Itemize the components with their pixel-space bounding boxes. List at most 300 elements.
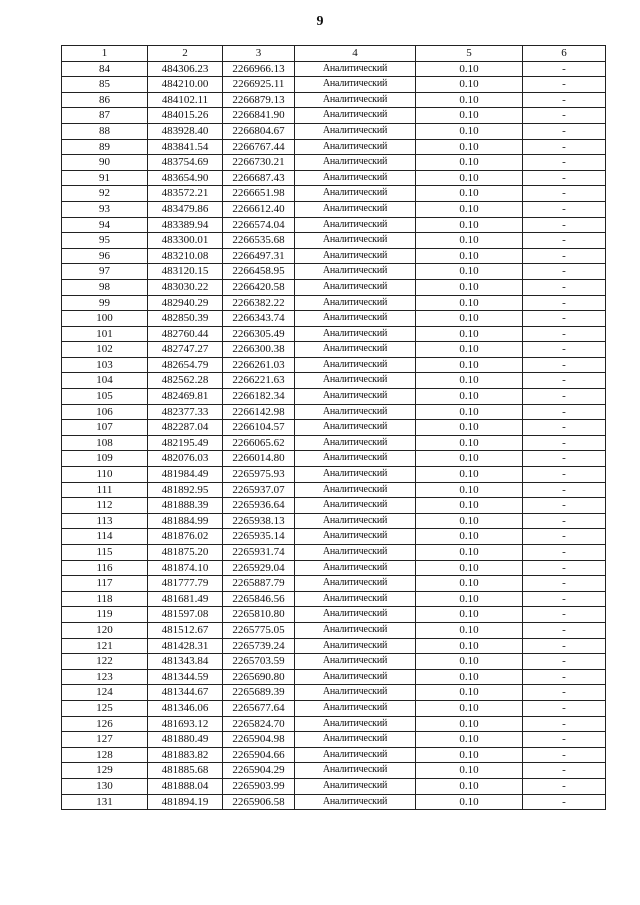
method-cell: Аналитический: [295, 123, 416, 139]
point-number-cell: 119: [62, 607, 148, 623]
x-coordinate-cell: 481428.31: [148, 638, 223, 654]
point-number-cell: 122: [62, 654, 148, 670]
y-coordinate-cell: 2265936.64: [223, 498, 295, 514]
method-cell: Аналитический: [295, 435, 416, 451]
point-number-cell: 109: [62, 451, 148, 467]
accuracy-cell: 0.10: [416, 186, 523, 202]
point-number-cell: 91: [62, 170, 148, 186]
x-coordinate-cell: 481681.49: [148, 591, 223, 607]
x-coordinate-cell: 484210.00: [148, 77, 223, 93]
table-row: [62, 482, 606, 498]
x-coordinate-cell: 482940.29: [148, 295, 223, 311]
x-coordinate-cell: 481875.20: [148, 545, 223, 561]
y-coordinate-cell: 2266305.49: [223, 326, 295, 342]
method-cell: Аналитический: [295, 92, 416, 108]
x-coordinate-cell: 483841.54: [148, 139, 223, 155]
point-number-cell: 85: [62, 77, 148, 93]
table-row: [62, 311, 606, 327]
note-cell: -: [523, 451, 606, 467]
point-number-cell: 104: [62, 373, 148, 389]
x-coordinate-cell: 481884.99: [148, 513, 223, 529]
x-coordinate-cell: 481888.39: [148, 498, 223, 514]
x-coordinate-cell: 481984.49: [148, 467, 223, 483]
column-header-3: 3: [223, 46, 295, 62]
note-cell: -: [523, 747, 606, 763]
method-cell: Аналитический: [295, 513, 416, 529]
x-coordinate-cell: 484306.23: [148, 61, 223, 77]
y-coordinate-cell: 2266535.68: [223, 233, 295, 249]
note-cell: -: [523, 248, 606, 264]
accuracy-cell: 0.10: [416, 498, 523, 514]
note-cell: -: [523, 342, 606, 358]
method-cell: Аналитический: [295, 576, 416, 592]
x-coordinate-cell: 481874.10: [148, 560, 223, 576]
point-number-cell: 118: [62, 591, 148, 607]
note-cell: -: [523, 794, 606, 810]
y-coordinate-cell: 2265887.79: [223, 576, 295, 592]
table-row: [62, 108, 606, 124]
method-cell: Аналитический: [295, 498, 416, 514]
accuracy-cell: 0.10: [416, 467, 523, 483]
accuracy-cell: 0.10: [416, 591, 523, 607]
accuracy-cell: 0.10: [416, 217, 523, 233]
method-cell: Аналитический: [295, 311, 416, 327]
point-number-cell: 107: [62, 420, 148, 436]
method-cell: Аналитический: [295, 560, 416, 576]
method-cell: Аналитический: [295, 778, 416, 794]
note-cell: -: [523, 311, 606, 327]
method-cell: Аналитический: [295, 404, 416, 420]
x-coordinate-cell: 484102.11: [148, 92, 223, 108]
x-coordinate-cell: 482760.44: [148, 326, 223, 342]
note-cell: -: [523, 77, 606, 93]
y-coordinate-cell: 2265739.24: [223, 638, 295, 654]
table-row: [62, 342, 606, 358]
accuracy-cell: 0.10: [416, 622, 523, 638]
point-number-cell: 99: [62, 295, 148, 311]
column-header-6: 6: [523, 46, 606, 62]
note-cell: -: [523, 389, 606, 405]
table-row: [62, 498, 606, 514]
table-row: [62, 467, 606, 483]
note-cell: -: [523, 560, 606, 576]
method-cell: Аналитический: [295, 482, 416, 498]
note-cell: -: [523, 170, 606, 186]
y-coordinate-cell: 2265937.07: [223, 482, 295, 498]
x-coordinate-cell: 481880.49: [148, 732, 223, 748]
point-number-cell: 94: [62, 217, 148, 233]
y-coordinate-cell: 2266804.67: [223, 123, 295, 139]
x-coordinate-cell: 481693.12: [148, 716, 223, 732]
note-cell: -: [523, 217, 606, 233]
accuracy-cell: 0.10: [416, 700, 523, 716]
point-number-cell: 113: [62, 513, 148, 529]
table-row: [62, 357, 606, 373]
table-row: [62, 279, 606, 295]
note-cell: -: [523, 139, 606, 155]
table-row: [62, 77, 606, 93]
method-cell: Аналитический: [295, 763, 416, 779]
method-cell: Аналитический: [295, 170, 416, 186]
method-cell: Аналитический: [295, 201, 416, 217]
method-cell: Аналитический: [295, 217, 416, 233]
method-cell: Аналитический: [295, 389, 416, 405]
accuracy-cell: 0.10: [416, 420, 523, 436]
accuracy-cell: 0.10: [416, 77, 523, 93]
accuracy-cell: 0.10: [416, 435, 523, 451]
y-coordinate-cell: 2266841.90: [223, 108, 295, 124]
y-coordinate-cell: 2265775.05: [223, 622, 295, 638]
x-coordinate-cell: 481777.79: [148, 576, 223, 592]
coordinates-table: [61, 45, 606, 810]
method-cell: Аналитический: [295, 373, 416, 389]
note-cell: -: [523, 576, 606, 592]
accuracy-cell: 0.10: [416, 279, 523, 295]
x-coordinate-cell: 481885.68: [148, 763, 223, 779]
accuracy-cell: 0.10: [416, 669, 523, 685]
point-number-cell: 112: [62, 498, 148, 514]
accuracy-cell: 0.10: [416, 451, 523, 467]
note-cell: -: [523, 498, 606, 514]
method-cell: Аналитический: [295, 61, 416, 77]
x-coordinate-cell: 481888.04: [148, 778, 223, 794]
method-cell: Аналитический: [295, 233, 416, 249]
note-cell: -: [523, 778, 606, 794]
accuracy-cell: 0.10: [416, 747, 523, 763]
table-row: [62, 264, 606, 280]
method-cell: Аналитический: [295, 295, 416, 311]
method-cell: Аналитический: [295, 545, 416, 561]
y-coordinate-cell: 2265906.58: [223, 794, 295, 810]
table-row: [62, 139, 606, 155]
y-coordinate-cell: 2265904.29: [223, 763, 295, 779]
table-row: [62, 654, 606, 670]
point-number-cell: 96: [62, 248, 148, 264]
note-cell: -: [523, 732, 606, 748]
point-number-cell: 88: [62, 123, 148, 139]
point-number-cell: 124: [62, 685, 148, 701]
method-cell: Аналитический: [295, 700, 416, 716]
accuracy-cell: 0.10: [416, 529, 523, 545]
y-coordinate-cell: 2266574.04: [223, 217, 295, 233]
point-number-cell: 130: [62, 778, 148, 794]
note-cell: -: [523, 92, 606, 108]
accuracy-cell: 0.10: [416, 155, 523, 171]
note-cell: -: [523, 373, 606, 389]
page-number: 9: [316, 14, 324, 29]
table-row: [62, 389, 606, 405]
note-cell: -: [523, 186, 606, 202]
accuracy-cell: 0.10: [416, 311, 523, 327]
method-cell: Аналитический: [295, 654, 416, 670]
note-cell: -: [523, 607, 606, 623]
note-cell: -: [523, 435, 606, 451]
point-number-cell: 123: [62, 669, 148, 685]
x-coordinate-cell: 481894.19: [148, 794, 223, 810]
y-coordinate-cell: 2265938.13: [223, 513, 295, 529]
accuracy-cell: 0.10: [416, 92, 523, 108]
y-coordinate-cell: 2266612.40: [223, 201, 295, 217]
table-row: [62, 248, 606, 264]
x-coordinate-cell: 481344.67: [148, 685, 223, 701]
point-number-cell: 115: [62, 545, 148, 561]
x-coordinate-cell: 483210.08: [148, 248, 223, 264]
y-coordinate-cell: 2265929.04: [223, 560, 295, 576]
table-body: [62, 61, 606, 810]
method-cell: Аналитический: [295, 638, 416, 654]
point-number-cell: 126: [62, 716, 148, 732]
note-cell: -: [523, 669, 606, 685]
column-header-2: 2: [148, 46, 223, 62]
table-row: [62, 669, 606, 685]
accuracy-cell: 0.10: [416, 654, 523, 670]
note-cell: -: [523, 482, 606, 498]
point-number-cell: 84: [62, 61, 148, 77]
table-row: [62, 155, 606, 171]
accuracy-cell: 0.10: [416, 545, 523, 561]
accuracy-cell: 0.10: [416, 763, 523, 779]
point-number-cell: 101: [62, 326, 148, 342]
accuracy-cell: 0.10: [416, 139, 523, 155]
table-row: [62, 217, 606, 233]
point-number-cell: 103: [62, 357, 148, 373]
table-row: [62, 685, 606, 701]
method-cell: Аналитический: [295, 591, 416, 607]
method-cell: Аналитический: [295, 139, 416, 155]
accuracy-cell: 0.10: [416, 638, 523, 654]
y-coordinate-cell: 2266014.80: [223, 451, 295, 467]
accuracy-cell: 0.10: [416, 233, 523, 249]
x-coordinate-cell: 481344.59: [148, 669, 223, 685]
table-row: [62, 186, 606, 202]
accuracy-cell: 0.10: [416, 404, 523, 420]
y-coordinate-cell: 2265935.14: [223, 529, 295, 545]
method-cell: Аналитический: [295, 622, 416, 638]
y-coordinate-cell: 2265810.80: [223, 607, 295, 623]
note-cell: -: [523, 201, 606, 217]
x-coordinate-cell: 483479.86: [148, 201, 223, 217]
method-cell: Аналитический: [295, 716, 416, 732]
note-cell: -: [523, 295, 606, 311]
y-coordinate-cell: 2265824.70: [223, 716, 295, 732]
x-coordinate-cell: 481597.08: [148, 607, 223, 623]
x-coordinate-cell: 482469.81: [148, 389, 223, 405]
method-cell: Аналитический: [295, 451, 416, 467]
note-cell: -: [523, 420, 606, 436]
point-number-cell: 90: [62, 155, 148, 171]
x-coordinate-cell: 481346.06: [148, 700, 223, 716]
column-header-5: 5: [416, 46, 523, 62]
method-cell: Аналитический: [295, 108, 416, 124]
point-number-cell: 105: [62, 389, 148, 405]
table-row: [62, 404, 606, 420]
x-coordinate-cell: 484015.26: [148, 108, 223, 124]
note-cell: -: [523, 638, 606, 654]
accuracy-cell: 0.10: [416, 732, 523, 748]
y-coordinate-cell: 2266497.31: [223, 248, 295, 264]
accuracy-cell: 0.10: [416, 201, 523, 217]
y-coordinate-cell: 2266420.58: [223, 279, 295, 295]
note-cell: -: [523, 108, 606, 124]
table-row: [62, 201, 606, 217]
column-header-4: 4: [295, 46, 416, 62]
x-coordinate-cell: 482654.79: [148, 357, 223, 373]
x-coordinate-cell: 482287.04: [148, 420, 223, 436]
note-cell: -: [523, 233, 606, 249]
y-coordinate-cell: 2266221.63: [223, 373, 295, 389]
table-row: [62, 794, 606, 810]
table-row: [62, 451, 606, 467]
point-number-cell: 97: [62, 264, 148, 280]
x-coordinate-cell: 483120.15: [148, 264, 223, 280]
method-cell: Аналитический: [295, 794, 416, 810]
table-row: [62, 700, 606, 716]
point-number-cell: 89: [62, 139, 148, 155]
point-number-cell: 92: [62, 186, 148, 202]
accuracy-cell: 0.10: [416, 357, 523, 373]
accuracy-cell: 0.10: [416, 778, 523, 794]
accuracy-cell: 0.10: [416, 108, 523, 124]
method-cell: Аналитический: [295, 248, 416, 264]
table-row: [62, 170, 606, 186]
point-number-cell: 111: [62, 482, 148, 498]
y-coordinate-cell: 2266687.43: [223, 170, 295, 186]
point-number-cell: 128: [62, 747, 148, 763]
y-coordinate-cell: 2265703.59: [223, 654, 295, 670]
accuracy-cell: 0.10: [416, 685, 523, 701]
note-cell: -: [523, 529, 606, 545]
accuracy-cell: 0.10: [416, 61, 523, 77]
point-number-cell: 110: [62, 467, 148, 483]
method-cell: Аналитический: [295, 732, 416, 748]
note-cell: -: [523, 155, 606, 171]
note-cell: -: [523, 467, 606, 483]
y-coordinate-cell: 2266343.74: [223, 311, 295, 327]
header-row: [62, 46, 606, 62]
table-row: [62, 373, 606, 389]
point-number-cell: 95: [62, 233, 148, 249]
x-coordinate-cell: 482076.03: [148, 451, 223, 467]
y-coordinate-cell: 2266300.38: [223, 342, 295, 358]
y-coordinate-cell: 2266879.13: [223, 92, 295, 108]
accuracy-cell: 0.10: [416, 607, 523, 623]
point-number-cell: 86: [62, 92, 148, 108]
table-row: [62, 560, 606, 576]
point-number-cell: 131: [62, 794, 148, 810]
table-row: [62, 778, 606, 794]
y-coordinate-cell: 2266651.98: [223, 186, 295, 202]
y-coordinate-cell: 2265846.56: [223, 591, 295, 607]
point-number-cell: 106: [62, 404, 148, 420]
table-row: [62, 607, 606, 623]
method-cell: Аналитический: [295, 529, 416, 545]
table-row: [62, 295, 606, 311]
y-coordinate-cell: 2265903.99: [223, 778, 295, 794]
y-coordinate-cell: 2266925.11: [223, 77, 295, 93]
x-coordinate-cell: 482747.27: [148, 342, 223, 358]
y-coordinate-cell: 2265904.98: [223, 732, 295, 748]
note-cell: -: [523, 513, 606, 529]
y-coordinate-cell: 2266142.98: [223, 404, 295, 420]
note-cell: -: [523, 404, 606, 420]
method-cell: Аналитический: [295, 155, 416, 171]
method-cell: Аналитический: [295, 264, 416, 280]
note-cell: -: [523, 700, 606, 716]
point-number-cell: 121: [62, 638, 148, 654]
x-coordinate-cell: 482562.28: [148, 373, 223, 389]
method-cell: Аналитический: [295, 342, 416, 358]
x-coordinate-cell: 481883.82: [148, 747, 223, 763]
x-coordinate-cell: 483928.40: [148, 123, 223, 139]
accuracy-cell: 0.10: [416, 248, 523, 264]
x-coordinate-cell: 483754.69: [148, 155, 223, 171]
point-number-cell: 108: [62, 435, 148, 451]
note-cell: -: [523, 622, 606, 638]
table-row: [62, 420, 606, 436]
point-number-cell: 125: [62, 700, 148, 716]
point-number-cell: 114: [62, 529, 148, 545]
table-row: [62, 326, 606, 342]
y-coordinate-cell: 2265690.80: [223, 669, 295, 685]
table-row: [62, 545, 606, 561]
x-coordinate-cell: 483300.01: [148, 233, 223, 249]
y-coordinate-cell: 2266182.34: [223, 389, 295, 405]
accuracy-cell: 0.10: [416, 513, 523, 529]
note-cell: -: [523, 326, 606, 342]
note-cell: -: [523, 716, 606, 732]
table-row: [62, 591, 606, 607]
y-coordinate-cell: 2265677.64: [223, 700, 295, 716]
accuracy-cell: 0.10: [416, 123, 523, 139]
method-cell: Аналитический: [295, 669, 416, 685]
accuracy-cell: 0.10: [416, 716, 523, 732]
table-row: [62, 763, 606, 779]
x-coordinate-cell: 483389.94: [148, 217, 223, 233]
x-coordinate-cell: 481512.67: [148, 622, 223, 638]
note-cell: -: [523, 357, 606, 373]
method-cell: Аналитический: [295, 685, 416, 701]
point-number-cell: 129: [62, 763, 148, 779]
y-coordinate-cell: 2266767.44: [223, 139, 295, 155]
note-cell: -: [523, 264, 606, 280]
accuracy-cell: 0.10: [416, 170, 523, 186]
point-number-cell: 100: [62, 311, 148, 327]
x-coordinate-cell: 482377.33: [148, 404, 223, 420]
accuracy-cell: 0.10: [416, 794, 523, 810]
accuracy-cell: 0.10: [416, 389, 523, 405]
x-coordinate-cell: 483572.21: [148, 186, 223, 202]
point-number-cell: 117: [62, 576, 148, 592]
accuracy-cell: 0.10: [416, 482, 523, 498]
note-cell: -: [523, 123, 606, 139]
method-cell: Аналитический: [295, 420, 416, 436]
method-cell: Аналитический: [295, 607, 416, 623]
column-header-1: 1: [62, 46, 148, 62]
table-row: [62, 435, 606, 451]
y-coordinate-cell: 2265904.66: [223, 747, 295, 763]
accuracy-cell: 0.10: [416, 560, 523, 576]
method-cell: Аналитический: [295, 467, 416, 483]
y-coordinate-cell: 2266104.57: [223, 420, 295, 436]
method-cell: Аналитический: [295, 279, 416, 295]
y-coordinate-cell: 2265975.93: [223, 467, 295, 483]
x-coordinate-cell: 483654.90: [148, 170, 223, 186]
note-cell: -: [523, 763, 606, 779]
note-cell: -: [523, 545, 606, 561]
point-number-cell: 102: [62, 342, 148, 358]
table-row: [62, 123, 606, 139]
table-row: [62, 732, 606, 748]
